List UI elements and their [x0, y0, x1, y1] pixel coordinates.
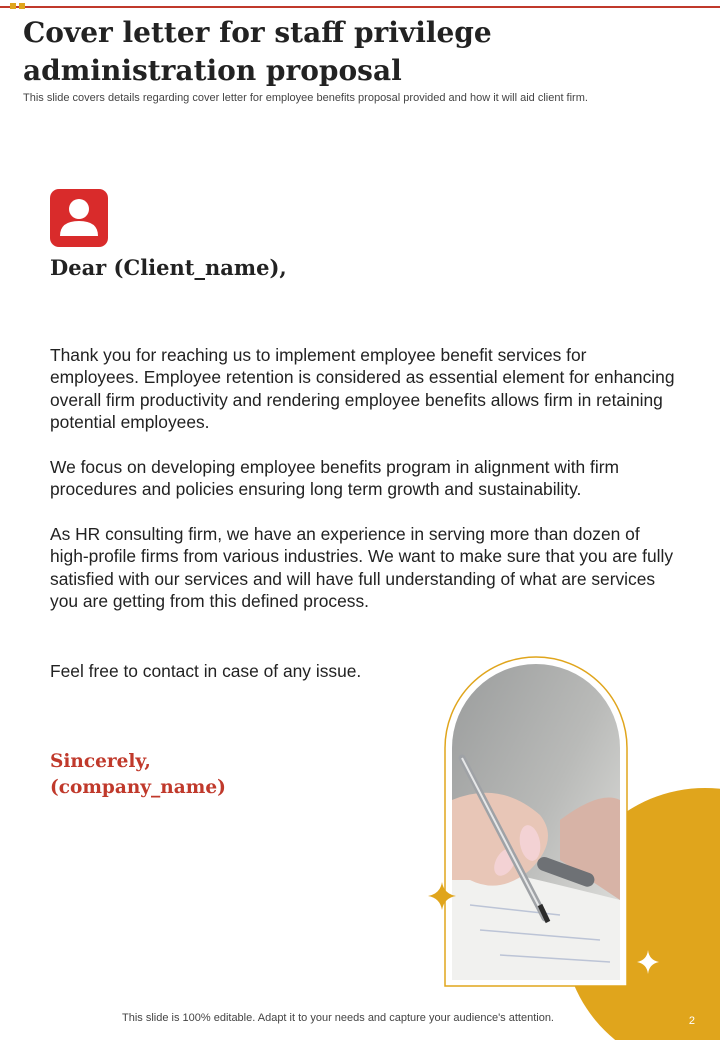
user-icon	[50, 189, 108, 247]
page-subtitle: This slide covers details regarding cover letter for employee benefits proposal provided and how it will aid client firm.	[23, 92, 588, 104]
page-number: 2	[688, 1015, 695, 1027]
letter-paragraph: As HR consulting firm, we have an experience in serving more than dozen of high-profile firms from various industries. We want to make sure that you are fully satisfied with our services and will have full understanding of what are services you are getting from this defined process.	[50, 524, 674, 612]
letter-salutation: Dear (Client_name),	[50, 255, 287, 280]
letter-paragraph: Feel free to contact in case of any issue.	[50, 661, 362, 681]
letter-closing: Sincerely,	[50, 751, 151, 772]
letter-signature: (company_name)	[50, 777, 226, 798]
letter-paragraph: Thank you for reaching us to implement employee benefit services for employees. Employee retention is considered as essential element for enhancing overall firm productivity and rendering employee benefits allows firm in retaining potential employees.	[50, 345, 675, 433]
footer-note: This slide is 100% editable. Adapt it to your needs and capture your audience's attention.	[122, 1012, 554, 1024]
avatar	[50, 189, 108, 247]
page-title: Cover letter for staff privilege administration proposal	[23, 16, 492, 87]
letter-paragraph: We focus on developing employee benefits program in alignment with firm procedures and policies ensuring long term growth and sustainability.	[50, 457, 620, 500]
writing-hand-photo	[452, 660, 620, 990]
